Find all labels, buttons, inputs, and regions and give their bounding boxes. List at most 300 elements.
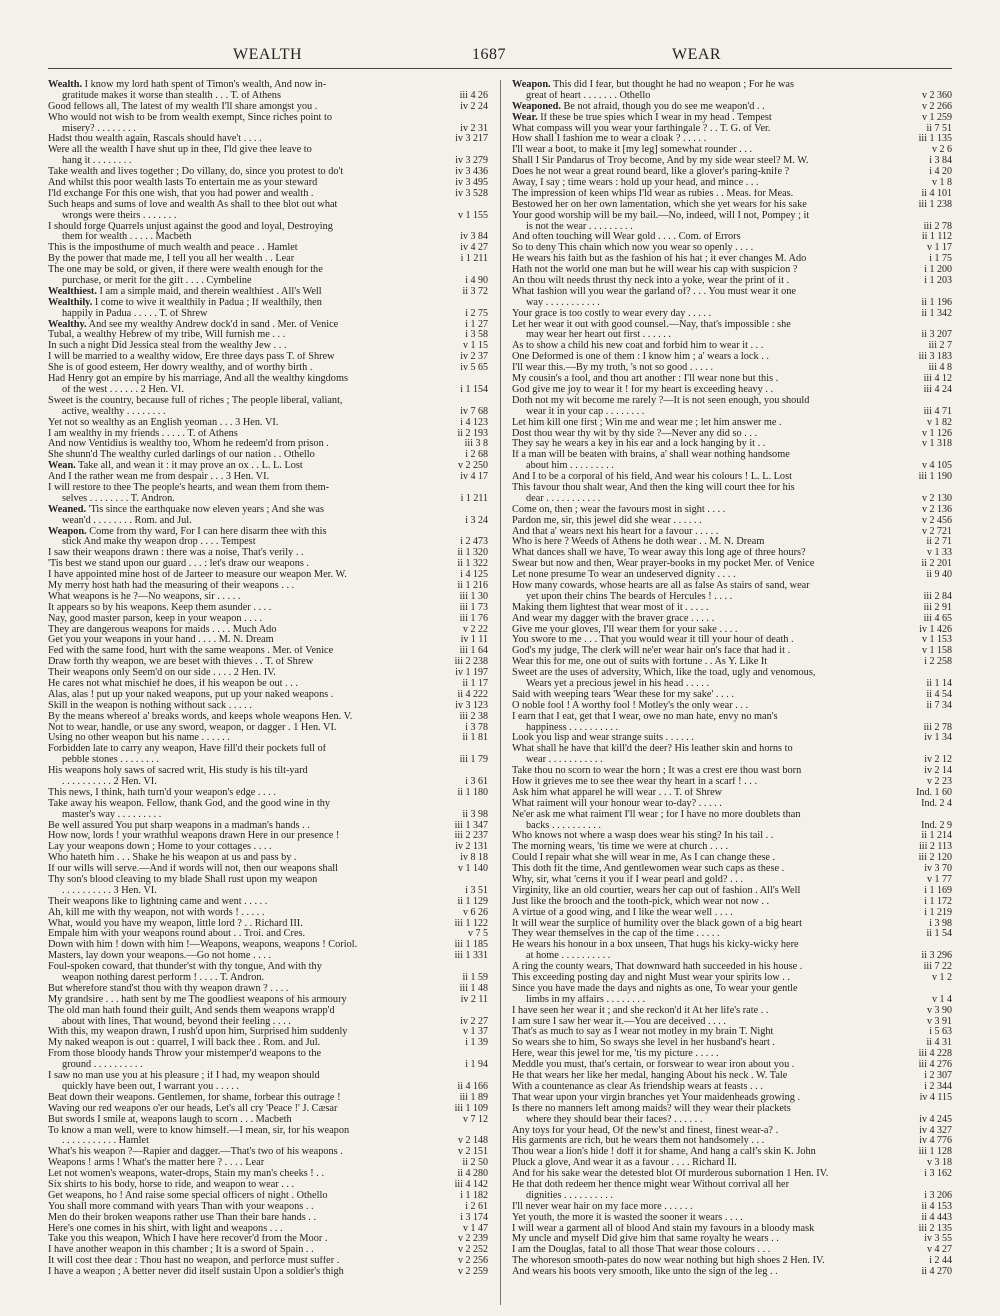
headword: Wealthily. xyxy=(48,297,93,308)
concordance-line xyxy=(512,363,952,374)
concordance-line xyxy=(512,91,952,102)
concordance-line xyxy=(48,570,488,581)
concordance-line xyxy=(512,450,952,461)
concordance-line xyxy=(512,396,952,407)
act-scene-line-reference: v 1 77 xyxy=(886,875,952,886)
headword: Wear. xyxy=(512,112,538,123)
concordance-line xyxy=(48,788,488,799)
header-rule xyxy=(48,68,952,69)
act-scene-line-reference: iii 4 65 xyxy=(886,614,952,625)
concordance-line xyxy=(512,1147,952,1158)
concordance-line xyxy=(512,614,952,625)
act-scene-line-reference: i 4 20 xyxy=(886,167,952,178)
act-scene-line-reference: iv 2 14 xyxy=(886,766,952,777)
act-scene-line-reference: i 3 98 xyxy=(886,919,952,930)
act-scene-line-reference: Ind. 1 60 xyxy=(886,788,952,799)
concordance-line xyxy=(48,984,488,995)
act-scene-line-reference: iii 1 185 xyxy=(422,940,488,951)
concordance-line xyxy=(48,276,488,287)
act-scene-line-reference: ii 4 153 xyxy=(886,1202,952,1213)
quotation-text: You swore to me . . . That you would wear it till your hour of death . xyxy=(512,635,794,646)
quotation-text: Had Henry got an empire by his marriage, And all the wealthy kingdoms xyxy=(48,374,348,385)
act-scene-line-reference: ii 3 98 xyxy=(422,810,488,821)
act-scene-line-reference: v 2 250 xyxy=(422,461,488,472)
concordance-line xyxy=(512,886,952,897)
quotation-text: Doth not my wit become me rarely ?—It is not seen enough, you should xyxy=(512,395,810,406)
act-scene-line-reference: i 2 307 xyxy=(886,1071,952,1082)
quotation-text: Down with him ! down with him !—Weapons, weapons, weapons ! Coriol. xyxy=(48,940,358,951)
quotation-text: at home . . . . . . . . . . xyxy=(526,951,611,962)
quotation-text: Get you your weapons in your hand . . . . M. N. Dream xyxy=(48,635,274,646)
concordance-line xyxy=(512,134,952,145)
concordance-line xyxy=(512,287,952,298)
act-scene-line-reference: iv 2 27 xyxy=(422,1017,488,1028)
concordance-line xyxy=(512,951,952,962)
quotation-text: Could I repair what she will wear in me, As I can change these . xyxy=(512,853,776,864)
concordance-line xyxy=(48,80,488,91)
act-scene-line-reference: v 1 17 xyxy=(886,243,952,254)
concordance-line xyxy=(512,625,952,636)
concordance-line xyxy=(48,309,488,320)
concordance-line xyxy=(512,668,952,679)
concordance-line xyxy=(512,581,952,592)
concordance-line xyxy=(48,723,488,734)
concordance-line xyxy=(512,200,952,211)
act-scene-line-reference: v 7 12 xyxy=(422,1115,488,1126)
concordance-line xyxy=(48,505,488,516)
quotation-text: dear . . . . . . . . . . . xyxy=(526,493,601,504)
concordance-line xyxy=(48,1267,488,1278)
quotation-text: This news, I think, hath turn'd your weapon's edge . . . . xyxy=(48,787,276,798)
concordance-line xyxy=(512,657,952,668)
act-scene-line-reference: v 2 721 xyxy=(886,527,952,538)
quotation-text: He that doth redeem her thence might wear Without corrival all her xyxy=(512,1179,790,1190)
column-divider xyxy=(500,80,501,1305)
quotation-text: If a man will be beaten with brains, a' shall wear nothing handsome xyxy=(512,450,790,461)
act-scene-line-reference: iii 4 12 xyxy=(886,374,952,385)
concordance-line xyxy=(512,189,952,200)
act-scene-line-reference: ii 1 59 xyxy=(422,973,488,984)
act-scene-line-reference: ii 4 280 xyxy=(422,1169,488,1180)
quotation-text: 'Tis best we stand upon our guard . . . : let's draw our weapons . xyxy=(48,559,310,570)
quotation-text: Who would not wish to be from wealth exempt, Since riches point to xyxy=(48,112,332,123)
act-scene-line-reference: i 1 27 xyxy=(422,320,488,331)
act-scene-line-reference: iii 4 26 xyxy=(422,91,488,102)
quotation-text: One Deformed is one of them : I know him ; a' wears a lock . . xyxy=(512,352,769,363)
concordance-line xyxy=(48,1060,488,1071)
quotation-text: Thy son's blood cleaving to my blade Shall rust upon my weapon xyxy=(48,875,318,886)
concordance-line xyxy=(512,1256,952,1267)
concordance-line xyxy=(48,374,488,385)
quotation-text: I know my lord hath spent of Timon's wealth, And now in- xyxy=(84,80,327,90)
quotation-text: Why, sir, what 'cerns it you if I wear pearl and gold? . . . xyxy=(512,875,743,886)
concordance-line xyxy=(48,1038,488,1049)
act-scene-line-reference: ii 1 54 xyxy=(886,929,952,940)
quotation-text: Ah, kill me with thy weapon, not with words ! . . . . . xyxy=(48,907,265,918)
concordance-line xyxy=(512,831,952,842)
concordance-line xyxy=(512,341,952,352)
act-scene-line-reference: v 1 4 xyxy=(886,995,952,1006)
concordance-line xyxy=(512,755,952,766)
concordance-line xyxy=(48,821,488,832)
act-scene-line-reference: i 4 125 xyxy=(422,570,488,581)
concordance-line xyxy=(48,1147,488,1158)
concordance-line xyxy=(48,298,488,309)
quotation-text: What, would you have my weapon, little lord ? . . Richard III. xyxy=(48,918,303,929)
quotation-text: hang it . . . . . . . . xyxy=(62,156,132,167)
concordance-line xyxy=(512,766,952,777)
act-scene-line-reference: ii 1 14 xyxy=(886,679,952,690)
quotation-text: happily in Padua . . . . . T. of Shrew xyxy=(62,308,208,319)
quotation-text: Dost thou wear thy wit by thy side ?—Never any did so . . . xyxy=(512,428,758,439)
act-scene-line-reference: i 2 68 xyxy=(422,450,488,461)
act-scene-line-reference: ii 4 166 xyxy=(422,1082,488,1093)
concordance-line xyxy=(512,1234,952,1245)
concordance-line xyxy=(512,254,952,265)
quotation-text: And see my wealthy Andrew dock'd in sand . Mer. of Venice xyxy=(88,319,339,330)
concordance-line xyxy=(48,1115,488,1126)
act-scene-line-reference: ii 3 296 xyxy=(886,951,952,962)
concordance-line xyxy=(48,995,488,1006)
quotation-text: may wear her heart out first . . . . . . xyxy=(526,330,671,341)
quotation-text: Draw forth thy weapon, we are beset with thieves . . T. of Shrew xyxy=(48,657,314,668)
quotation-text: Nay, good master parson, keep in your weapon . . . . xyxy=(48,613,263,624)
concordance-line xyxy=(48,603,488,614)
quotation-text: What raiment will your honour wear to-day? . . . . . xyxy=(512,798,722,809)
quotation-text: Beat down their weapons. Gentlemen, for shame, forbear this outrage ! xyxy=(48,1092,341,1103)
concordance-line xyxy=(48,853,488,864)
act-scene-line-reference: v 1 259 xyxy=(886,113,952,124)
concordance-line xyxy=(512,1093,952,1104)
concordance-line xyxy=(512,1224,952,1235)
concordance-line xyxy=(512,995,952,1006)
quotation-text: I am a simple maid, and therein wealthiest . All's Well xyxy=(99,286,322,297)
quotation-text: Take you this weapon, Which I have here recover'd from the Moor . xyxy=(48,1234,328,1245)
concordance-line xyxy=(512,1082,952,1093)
quotation-text: She shunn'd The wealthy curled darlings of our nation . . Othello xyxy=(48,450,315,461)
quotation-text: Empale him with your weapons round about . . Troi. and Cres. xyxy=(48,929,306,940)
act-scene-line-reference: iv 5 65 xyxy=(422,363,488,374)
quotation-text: He that wears her like her medal, hanging About his neck . W. Tale xyxy=(512,1071,788,1082)
quotation-text: What fashion will you wear the garland of? . . . You must wear it one xyxy=(512,286,796,297)
quotation-text: Any toys for your head, Of the new'st and finest, finest wear-a? . xyxy=(512,1125,779,1136)
act-scene-line-reference: Ind. 2 9 xyxy=(886,821,952,832)
quotation-text: Come from thy ward, For I can here disarm thee with this xyxy=(89,526,327,537)
concordance-line xyxy=(48,418,488,429)
concordance-line xyxy=(512,1180,952,1191)
quotation-text: pebble stones . . . . . . . . xyxy=(62,755,159,766)
quotation-text: is not the wear . . . . . . . . . xyxy=(526,221,633,232)
quotation-text: He wears his faith but as the fashion of his hat ; it ever changes M. Ado xyxy=(512,254,807,265)
act-scene-line-reference: i 5 63 xyxy=(886,1027,952,1038)
quotation-text: With this, my weapon drawn, I rush'd upon him, Surprised him suddenly xyxy=(48,1027,348,1038)
concordance-line xyxy=(48,1191,488,1202)
quotation-text: The one may be sold, or given, if there were wealth enough for the xyxy=(48,265,323,276)
quotation-text: He wears his honour in a box unseen, That hugs his kicky-wicky here xyxy=(512,940,799,951)
concordance-line xyxy=(48,592,488,603)
quotation-text: They say he wears a key in his ear and a lock hanging by it . . xyxy=(512,439,766,450)
act-scene-line-reference: iv 3 495 xyxy=(422,178,488,189)
quotation-text: I have appointed mine host of de Jarteer to measure our weapon Mer. W. xyxy=(48,570,347,581)
quotation-text: Wear this for me, one out of suits with fortune . . As Y. Like It xyxy=(512,657,768,668)
quotation-text: Virginity, like an old courtier, wears her cap out of fashion . All's Well xyxy=(512,885,801,896)
quotation-text: about him . . . . . . . . . xyxy=(526,461,614,472)
quotation-text: From those bloody hands Throw your mistemper'd weapons to the xyxy=(48,1049,322,1060)
concordance-line xyxy=(512,211,952,222)
quotation-text: I'ld exchange For this one wish, that you had power and wealth . xyxy=(48,188,314,199)
concordance-line xyxy=(48,167,488,178)
quotation-text: Forbidden late to carry any weapon, Have fill'd their pockets full of xyxy=(48,744,327,755)
quotation-text: Bestowed her on her own lamentation, which she yet wears for his sake xyxy=(512,199,807,210)
quotation-text: And often touching will Wear gold . . . . Com. of Errors xyxy=(512,232,741,243)
act-scene-line-reference: iii 2 238 xyxy=(422,657,488,668)
quotation-text: She is of good esteem, Her dowry wealthy, and of worthy birth . xyxy=(48,363,313,374)
act-scene-line-reference: iii 2 7 xyxy=(886,341,952,352)
concordance-line xyxy=(48,701,488,712)
concordance-line xyxy=(48,1245,488,1256)
concordance-line xyxy=(48,265,488,276)
quotation-text: Let her wear it out with good counsel.—Nay, that's impossible : she xyxy=(512,319,791,330)
concordance-line xyxy=(48,657,488,668)
quotation-text: . . . . . . . . . . 2 Hen. VI. xyxy=(62,777,157,787)
concordance-line xyxy=(48,516,488,527)
act-scene-line-reference: i 3 84 xyxy=(886,156,952,167)
quotation-text: How many cowards, whose hearts are all as false As stairs of sand, wear xyxy=(512,580,810,591)
quotation-text: Wears yet a precious jewel in his head . . . . . xyxy=(526,678,710,689)
quotation-text: Your good worship will be my bail.—No, indeed, will I not, Pompey ; it xyxy=(512,210,810,221)
concordance-line xyxy=(48,581,488,592)
act-scene-line-reference: i 2 75 xyxy=(422,309,488,320)
act-scene-line-reference: i 1 219 xyxy=(886,908,952,919)
act-scene-line-reference: ii 2 50 xyxy=(422,1158,488,1169)
concordance-line xyxy=(48,320,488,331)
act-scene-line-reference: ii 9 40 xyxy=(886,570,952,581)
act-scene-line-reference: ii 1 322 xyxy=(422,559,488,570)
concordance-line xyxy=(48,439,488,450)
concordance-line xyxy=(512,908,952,919)
concordance-line xyxy=(48,1093,488,1104)
act-scene-line-reference: i 3 51 xyxy=(422,886,488,897)
concordance-line xyxy=(512,810,952,821)
concordance-line xyxy=(48,243,488,254)
act-scene-line-reference: v 1 2 xyxy=(886,973,952,984)
act-scene-line-reference: iii 1 48 xyxy=(422,984,488,995)
quotation-text: Their weapons only Seem'd on our side . . . . 2 Hen. IV. xyxy=(48,668,276,679)
concordance-line xyxy=(48,145,488,156)
quotation-text: Look you lisp and wear strange suits . . . . . . xyxy=(512,733,694,744)
quotation-text: And wear my dagger with the braver grace . . . . . xyxy=(512,613,715,624)
concordance-line xyxy=(48,461,488,472)
quotation-text: How it grieves me to see thee wear thy heart in a scarf ! . . . xyxy=(512,777,758,787)
act-scene-line-reference: i 1 203 xyxy=(886,276,952,287)
headword: Weapon. xyxy=(48,526,87,537)
act-scene-line-reference: i 2 473 xyxy=(422,537,488,548)
quotation-text: The impression of keen whips I'ld wear as rubies . . Meas. for Meas. xyxy=(512,188,794,199)
quotation-text: Masters, lay down your weapons.—Go not home . . . . xyxy=(48,951,272,962)
concordance-line xyxy=(48,646,488,657)
quotation-text: I have a weapon ; A better never did itself sustain Upon a soldier's thigh xyxy=(48,1267,344,1278)
quotation-text: My cousin's a fool, and thou art another : I'll wear none but this . xyxy=(512,374,779,385)
quotation-text: Said with weeping tears 'Wear these for my sake' . . . . xyxy=(512,689,734,700)
quotation-text: active, wealthy . . . . . . . . xyxy=(62,406,166,417)
quotation-text: I will wear a garment all of blood And stain my favours in a bloody mask xyxy=(512,1223,815,1234)
concordance-line xyxy=(48,363,488,374)
quotation-text: It will wear the surplice of humility over the black gown of a big heart xyxy=(512,918,802,929)
act-scene-line-reference: i 3 206 xyxy=(886,1191,952,1202)
act-scene-line-reference: v 1 155 xyxy=(422,211,488,222)
act-scene-line-reference: v 3 91 xyxy=(886,1017,952,1028)
act-scene-line-reference: v 1 158 xyxy=(886,646,952,657)
act-scene-line-reference: iv 7 68 xyxy=(422,407,488,418)
act-scene-line-reference: ii 4 101 xyxy=(886,189,952,200)
concordance-line xyxy=(512,864,952,875)
act-scene-line-reference: i 1 169 xyxy=(886,886,952,897)
concordance-line xyxy=(512,167,952,178)
quotation-text: Give me your gloves, I'll wear them for your sake . . . . xyxy=(512,624,738,635)
quotation-text: How now, lords ! your wrathful weapons drawn Here in our presence ! xyxy=(48,831,340,842)
act-scene-line-reference: iii 1 89 xyxy=(422,1093,488,1104)
quotation-text: backs . . . . . . . . . . xyxy=(526,820,601,831)
quotation-text: Let not women's weapons, water-drops, Stain my man's cheeks ! . . xyxy=(48,1169,325,1180)
concordance-line xyxy=(512,799,952,810)
concordance-line xyxy=(48,1126,488,1137)
quotation-text: Let him kill one first ; Win me and wear me ; let him answer me . xyxy=(512,417,782,428)
quotation-text: Who hateth him . . . Shake he his weapon at us and pass by . xyxy=(48,853,297,864)
act-scene-line-reference: iii 4 142 xyxy=(422,1180,488,1191)
concordance-line xyxy=(48,668,488,679)
concordance-line xyxy=(48,614,488,625)
act-scene-line-reference: iii 4 71 xyxy=(886,407,952,418)
concordance-line xyxy=(512,646,952,657)
act-scene-line-reference: v 2 360 xyxy=(886,91,952,102)
quotation-text: My grandsire . . . hath sent by me The goodliest weapons of his armoury xyxy=(48,994,347,1005)
concordance-line xyxy=(512,1158,952,1169)
concordance-line xyxy=(512,733,952,744)
quotation-text: Who knows not where a wasp does wear his sting? In his tail . . xyxy=(512,831,774,842)
act-scene-line-reference: v 2 148 xyxy=(422,1136,488,1147)
act-scene-line-reference: ii 1 17 xyxy=(422,679,488,690)
quotation-text: Yet youth, the more it is wasted the sooner it wears . . . . xyxy=(512,1212,743,1223)
concordance-line xyxy=(512,439,952,450)
quotation-text: What shall he have that kill'd the deer? His leather skin and horns to xyxy=(512,744,793,755)
act-scene-line-reference: i 3 162 xyxy=(886,1169,952,1180)
concordance-line xyxy=(48,951,488,962)
act-scene-line-reference: iv 4 27 xyxy=(422,243,488,254)
quotation-text: Be not afraid, though you do see me weapon'd . . xyxy=(563,101,765,112)
right-column xyxy=(512,80,952,1305)
act-scene-line-reference: v 2 6 xyxy=(886,145,952,156)
concordance-line xyxy=(512,853,952,864)
act-scene-line-reference: v 6 26 xyxy=(422,908,488,919)
concordance-line xyxy=(48,864,488,875)
quotation-text: But wherefore stand'st thou with thy weapon drawn ? . . . . xyxy=(48,983,289,994)
quotation-text: It will cost thee dear : Thou hast no weapon, and perforce must suffer . xyxy=(48,1256,340,1267)
act-scene-line-reference: i 4 90 xyxy=(422,276,488,287)
quotation-text: The morning wears, 'tis time we were at church . . . . xyxy=(512,842,729,853)
concordance-line xyxy=(48,341,488,352)
concordance-line xyxy=(512,80,952,91)
quotation-text: This doth fit the time, And gentlewomen wear such caps as these . xyxy=(512,864,785,875)
act-scene-line-reference: v 1 8 xyxy=(886,178,952,189)
concordance-line xyxy=(48,537,488,548)
quotation-text: If these be true spies which I wear in my head . Tempest xyxy=(540,112,772,123)
act-scene-line-reference: v 4 105 xyxy=(886,461,952,472)
act-scene-line-reference: v 1 153 xyxy=(886,635,952,646)
concordance-line xyxy=(48,635,488,646)
quotation-text: Fed with the same food, hurt with the same weapons . Mer. of Venice xyxy=(48,646,334,657)
quotation-text: Ne'er ask me what raiment I'll wear ; for I have no more doublets than xyxy=(512,809,801,820)
quotation-text: And whilst this poor wealth lasts To entertain me as your steward xyxy=(48,178,318,189)
act-scene-line-reference: iii 1 347 xyxy=(422,821,488,832)
act-scene-line-reference: iv 1 197 xyxy=(422,668,488,679)
act-scene-line-reference: iv 4 327 xyxy=(886,1126,952,1137)
act-scene-line-reference: iv 3 84 xyxy=(422,232,488,243)
quotation-text: Meddle you must, that's certain, or forswear to wear iron about you . xyxy=(512,1060,795,1071)
quotation-text: them for wealth . . . . . Macbeth xyxy=(62,232,192,243)
act-scene-line-reference: v 2 23 xyxy=(886,777,952,788)
concordance-line xyxy=(48,875,488,886)
act-scene-line-reference: ii 7 51 xyxy=(886,124,952,135)
quotation-text: misery? . . . . . . . . xyxy=(62,123,136,134)
act-scene-line-reference: i 2 258 xyxy=(886,657,952,668)
act-scene-line-reference: ii 7 34 xyxy=(886,701,952,712)
act-scene-line-reference: v 2 22 xyxy=(422,625,488,636)
concordance-line xyxy=(512,1038,952,1049)
act-scene-line-reference: v 1 126 xyxy=(886,429,952,440)
quotation-text: You shall more command with years Than with your weapons . . xyxy=(48,1201,314,1212)
act-scene-line-reference: iii 2 120 xyxy=(886,853,952,864)
act-scene-line-reference: i 1 182 xyxy=(422,1191,488,1202)
act-scene-line-reference: ii 3 72 xyxy=(422,287,488,298)
quotation-text: I will be married to a wealthy widow, Ere three days pass T. of Shrew xyxy=(48,352,335,363)
act-scene-line-reference: v 2 151 xyxy=(422,1147,488,1158)
concordance-line xyxy=(512,505,952,516)
quotation-text: What compass will you wear your farthingale ? . . T. G. of Ver. xyxy=(512,123,771,134)
act-scene-line-reference: iii 1 190 xyxy=(886,472,952,483)
act-scene-line-reference: ii 1 81 xyxy=(422,733,488,744)
act-scene-line-reference: i 1 94 xyxy=(422,1060,488,1071)
quotation-text: I'll never wear hair on my face more . . . . . . xyxy=(512,1201,693,1212)
concordance-line xyxy=(48,483,488,494)
concordance-line xyxy=(512,232,952,243)
quotation-text: By the power that made me, I tell you all her wealth . . Lear xyxy=(48,254,295,265)
act-scene-line-reference: ii 1 112 xyxy=(886,232,952,243)
quotation-text: A ring the county wears, That downward hath succeeded in his house . xyxy=(512,962,803,973)
concordance-line xyxy=(512,940,952,951)
quotation-text: Six shirts to his body, horse to ride, and weapon to wear . . . xyxy=(48,1179,295,1190)
concordance-line xyxy=(48,527,488,538)
quotation-text: Take wealth and lives together ; Do villany, do, since you protest to do't xyxy=(48,167,344,178)
concordance-line xyxy=(48,232,488,243)
act-scene-line-reference: v 4 27 xyxy=(886,1245,952,1256)
quotation-text: How shall I fashion me to wear a cloak ? . . . . . xyxy=(512,134,707,145)
quotation-text: Waving our red weapons o'er our heads, Let's all cry 'Peace !' J. Cæsar xyxy=(48,1103,338,1114)
quotation-text: And for his sake wear the detested blot Of murderous subornation 1 Hen. IV. xyxy=(512,1169,829,1180)
quotation-text: Away, I say ; time wears : hold up your head, and mince . . . xyxy=(512,178,759,189)
act-scene-line-reference: iii 2 78 xyxy=(886,723,952,734)
act-scene-line-reference: iii 7 22 xyxy=(886,962,952,973)
quotation-text: weapon nothing darest perform ! . . . . T. Andron. xyxy=(62,973,265,984)
quotation-text: His weapons holy saws of sacred writ, His study is his tilt-yard xyxy=(48,766,308,777)
quotation-text: Thou wear a lion's hide ! doff it for shame, And hang a calf's skin K. John xyxy=(512,1147,816,1158)
act-scene-line-reference: v 1 140 xyxy=(422,864,488,875)
act-scene-line-reference: iv 1 34 xyxy=(886,733,952,744)
act-scene-line-reference: iii 2 113 xyxy=(886,842,952,853)
page-header xyxy=(48,46,952,70)
headword: Wealthiest. xyxy=(48,286,97,297)
act-scene-line-reference: v 1 82 xyxy=(886,418,952,429)
act-scene-line-reference: ii 2 193 xyxy=(422,429,488,440)
